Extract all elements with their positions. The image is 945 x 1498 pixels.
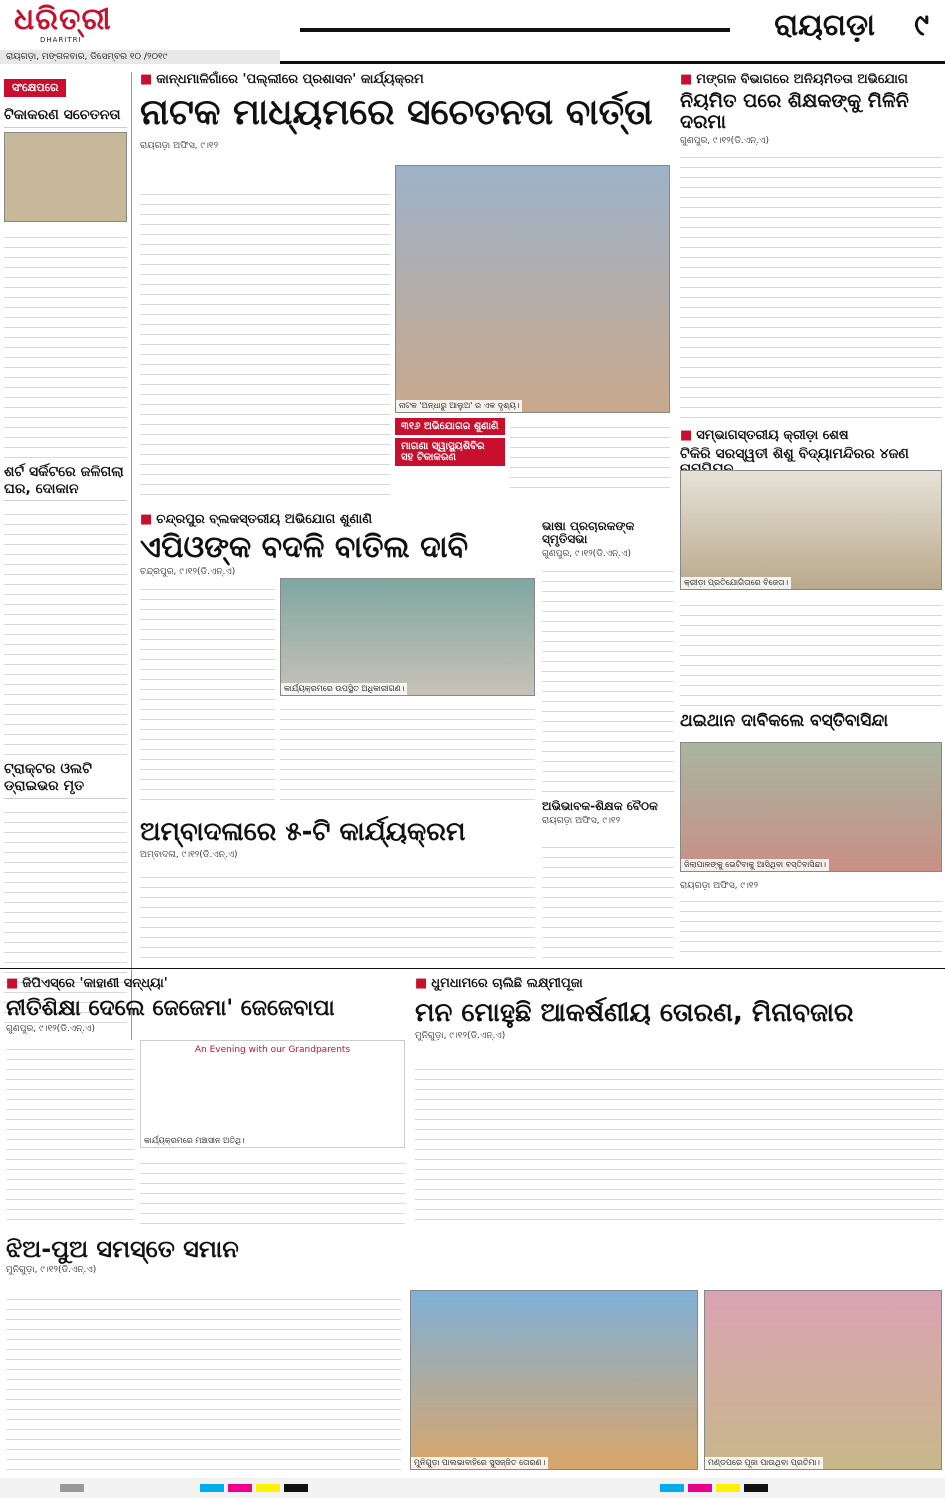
- story2-headline: ନିୟମିତ ପରେ ଶିକ୍ଷକଙ୍କୁ ମିଳିନି ଦରମା: [680, 90, 909, 133]
- story9-body-1: [6, 1040, 134, 1226]
- registration-mark: [60, 1484, 84, 1492]
- newspaper-logo-sub: DHARITRI: [40, 36, 82, 44]
- story1-byline: ରାୟଗଡ଼ା ଅଫିସ, ୯।୧୨: [140, 140, 219, 151]
- story8-byline: ରାୟଗଡ଼ା ଅଫିସ, ୯।୧୨: [680, 881, 759, 891]
- story2-kicker: ■ ମଙ୍ଗଳ ବିଭାଗରେ ଅନିୟମିତତା ଅଭିଯୋଗ: [680, 72, 942, 87]
- story1-body-2: [510, 418, 670, 496]
- story1-box-a: ୩୧୬ ଅଭିଯୋଗର ଶୁଣାଣି: [395, 418, 505, 435]
- dateline: ରାୟଗଡ଼ା, ମଙ୍ଗଳବାର, ଡିସେମ୍ବର ୧୦ /୨୦୧୯: [0, 50, 280, 64]
- story3-body-1: [140, 580, 275, 805]
- story9-photo: [140, 1040, 405, 1148]
- story7-headline: ଅଭିଭାବକ-ଶିକ୍ଷକ ବୈଠକ: [542, 799, 658, 813]
- story-lakshmi-puja: [415, 976, 943, 1044]
- brief-headline-2: ଶର୍ଟ ସର୍କିଟରେ ଜଳିଗଲା ଘର, ଦୋକାନ: [4, 464, 127, 502]
- print-footer: [0, 1478, 945, 1498]
- story3-caption: କାର୍ଯ୍ୟକ୍ରମରେ ଉପସ୍ଥିତ ଅଧିକାରୀଗଣ।: [281, 683, 407, 695]
- story9-kicker: ■ ଜିପିଏସ୍‌ରେ 'କାହାଣୀ ସନ୍ଧ୍ୟା': [6, 976, 406, 991]
- registration-mark: [716, 1484, 740, 1492]
- story-language-memorial: [542, 520, 674, 562]
- story3-headline: ଏପିଓଙ୍କ ବଦଳି ବାତିଲ ଦାବି: [140, 530, 469, 565]
- story2-byline: ଗୁଣପୁର, ୯।୧୨(ଡି.ଏନ୍‌.ଏ): [680, 135, 769, 146]
- registration-mark: [256, 1484, 280, 1492]
- story8-headline: ଥଇଥାନ ଦାବିକଲେ ବସ୍ତିବାସିନ୍ଦା: [680, 711, 889, 731]
- registration-mark: [228, 1484, 252, 1492]
- story4-body: [542, 562, 674, 792]
- story-apo-transfer: [140, 512, 535, 580]
- brief-body-1: [4, 228, 127, 458]
- story10-photo-idol: [704, 1290, 942, 1470]
- story3-byline: ଚନ୍ଦ୍ରପୁର, ୯।୧୨(ଡି.ଏନ୍‌.ଏ): [140, 567, 236, 577]
- story8-photo: [680, 742, 942, 872]
- story-teacher-salary: [680, 72, 942, 149]
- story-drama-awareness: [140, 72, 668, 154]
- story9-banner: An Evening with our Grandparents: [194, 1045, 351, 1055]
- story10-kicker: ■ ଧୁମଧାମରେ ଚାଲିଛି ଲକ୍ଷ୍ମୀପୂଜା: [415, 976, 943, 991]
- registration-mark: [284, 1484, 308, 1492]
- page-number: ୯: [914, 8, 929, 43]
- story1-body: [140, 185, 390, 495]
- registration-mark: [200, 1484, 224, 1492]
- story6-body: [140, 868, 535, 958]
- masthead: [0, 0, 945, 64]
- story6-headline: ଅମ୍ବାଦଳାରେ ୫-ଟି କାର୍ଯ୍ୟକ୍ରମ: [140, 817, 466, 847]
- story-ambadala: [140, 818, 535, 863]
- story1-headline: ନାଟକ ମାଧ୍ୟମରେ ସଚେତନତା ବାର୍ତ୍ତା: [140, 92, 653, 133]
- story9-byline: ଗୁଣପୁର, ୯।୧୨(ଡି.ଏନ୍‌.ଏ): [6, 1024, 95, 1035]
- story8-body: [680, 892, 942, 958]
- story11-headline: ଝିଅ-ପୁଅ ସମସ୍ତେ ସମାନ: [6, 1235, 239, 1263]
- story1-photo: [395, 165, 670, 413]
- section-rule: [0, 968, 945, 969]
- newspaper-logo: ଧରିତ୍ରୀ: [14, 2, 112, 37]
- brief-headline-3: ଟ୍ରାକ୍ଟର ଓଲଟି ଡ୍ରାଇଭର ମୃତ: [4, 761, 127, 799]
- story5-headline: ଟିକିରି ସରସ୍ୱତୀ ଶିଶୁ ବିଦ୍ୟାମନ୍ଦିରର ୪ଜଣ: [680, 446, 909, 462]
- masthead-rule: [300, 28, 730, 32]
- story1-caption: ନାଟକ 'ଅନ୍ଧାରୁ ଆଲୁଅ' ର ଏକ ଦୃଶ୍ୟ।: [396, 400, 522, 412]
- story4-byline: ଗୁଣପୁର, ୯।୧୨(ଡି.ଏନ୍‌.ଏ): [542, 549, 631, 560]
- story2-body: [680, 148, 942, 418]
- story-gender-equality: [6, 1236, 401, 1278]
- brief-photo-1: [4, 132, 127, 222]
- registration-mark: [744, 1484, 768, 1492]
- section-name: ରାୟଗଡ଼ା: [774, 8, 875, 43]
- story-slum-dwellers: [680, 712, 942, 731]
- story5-caption: କ୍ରୀଡ଼ା ପ୍ରତିଯୋଗିତାରେ ବିଜେତା।: [681, 577, 791, 589]
- story1-kicker: ■ କାନ୍ଧମାଳିଗାଁରେ 'ପଲ୍ଲୀରେ ପ୍ରଶାସନ' କାର୍ଯ୍ୟକ୍ରମ: [140, 72, 668, 87]
- story11-body: [6, 1290, 401, 1470]
- story10-body: [415, 1060, 943, 1226]
- brief-headline-1: ଟିକାକରଣ ସଚେତନତା: [4, 107, 127, 128]
- story7-body: [542, 838, 674, 958]
- story-parent-teacher: [542, 800, 674, 829]
- story3-photo: [280, 578, 535, 696]
- story11-byline: ମୁନିଗୁଡ଼ା, ୯।୧୨(ଡି.ଏନ୍‌.ଏ): [6, 1265, 97, 1276]
- story10-caption-b: ମଣ୍ଡପରେ ପୂଜା ପାଉଥିବା ପ୍ରତିମା।: [705, 1457, 823, 1469]
- story5-body: [680, 596, 942, 706]
- briefs-tag: ସଂକ୍ଷେପରେ: [4, 79, 66, 97]
- story10-photo-gate: [410, 1290, 698, 1470]
- story6-byline: ଅମ୍ବାଦଳା, ୯।୧୨(ଡି.ଏନ୍‌.ଏ): [140, 849, 238, 860]
- story8-caption: ଜିଲାପାଳଙ୍କୁ ଭେଟିବାକୁ ଆସିଥିବା ବସ୍ତିବାସିନ୍ଦା।: [681, 859, 829, 871]
- story9-caption: କାର୍ଯ୍ୟକ୍ରମରେ ମଞ୍ଚାସୀନ ଅତିଥି।: [141, 1135, 404, 1147]
- story5-photo: [680, 470, 942, 590]
- story10-headline: ମନ ମୋହୁଛି ଆକର୍ଷଣୀୟ ତୋରଣ, ମିନାବଜାର: [415, 998, 854, 1028]
- story10-caption-a: ମୁନିଗୁଡ଼ା ପାଲଭାବାହିରେ ସୁସଜ୍ଜିତ ତୋରଣ।: [411, 1457, 548, 1469]
- story3-kicker: ■ ଚନ୍ଦ୍ରପୁର ବ୍ଲକସ୍ତରୀୟ ଅଭିଯୋଗ ଶୁଣାଣି: [140, 512, 535, 527]
- story10-byline: ମୁନିଗୁଡ଼ା, ୯।୧୨(ଡି.ଏନ୍‌.ଏ): [415, 1030, 506, 1041]
- story9-body-2: [140, 1154, 405, 1226]
- story5-kicker: ■ ସମ୍ଭାଗସ୍ତରୀୟ କ୍ରୀଡ଼ା ଶେଷ: [680, 428, 942, 443]
- story7-byline: ରାୟଗଡ଼ା ଅଫିସ, ୯।୧୨: [542, 816, 621, 827]
- story4-headline: ଭାଷା ପ୍ରଚାରକଙ୍କ ସ୍ମୃତିସଭା: [542, 519, 635, 547]
- story-grandparents: [6, 976, 406, 1037]
- story1-box-b: ମାଗଣା ସ୍ୱାସ୍ଥ୍ୟଶିବିର ସହ ଟିକାକରଣ: [395, 438, 505, 466]
- registration-mark: [688, 1484, 712, 1492]
- briefs-column: [0, 72, 132, 1072]
- registration-mark: [660, 1484, 684, 1492]
- story9-headline: ନୀତିଶିକ୍ଷା ଦେଲେ ଜେଜେମା' ଜେଜେବାପା: [6, 996, 335, 1021]
- story3-body-2: [280, 700, 535, 805]
- brief-body-2: [4, 505, 127, 755]
